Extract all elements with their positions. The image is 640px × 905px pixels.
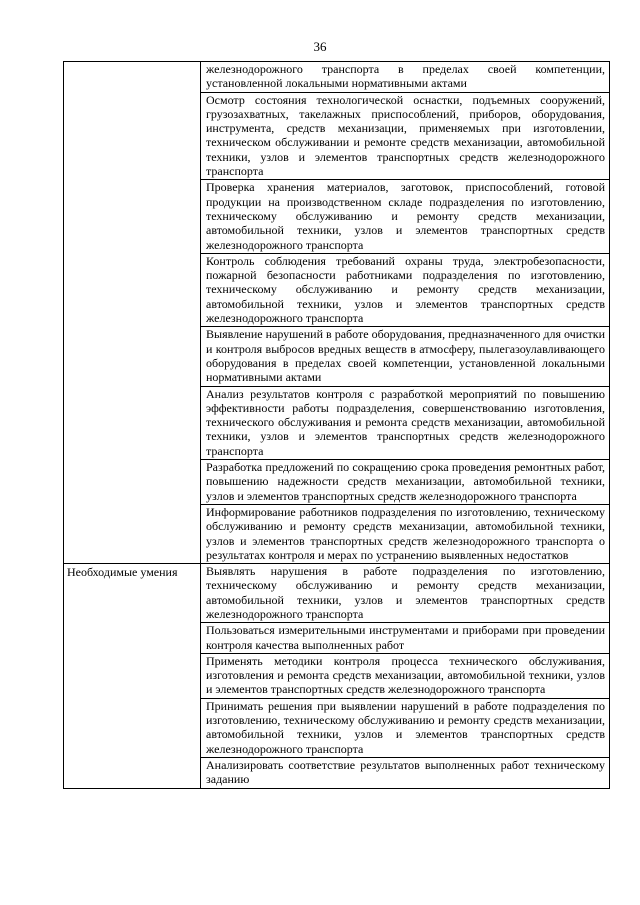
- list-item: Выявление нарушений в работе оборудования, предназначенного для очистки и контроля выбросов вредных веществ в атмосферу, пылегазоулавливающего оборудования в пределах своей компетенции, установленной локальными нормативными актами: [201, 326, 609, 385]
- list-item: Контроль соблюдения требований охраны труда, электробезопасности, пожарной безопасности работниками подразделения по изготовлению, техническому обслуживанию и ремонту средств механизации, автомобильной техники, узлов и элементов транспортных средств железнодорожного транспорта: [201, 253, 609, 326]
- row-label: Необходимые умения: [67, 565, 178, 580]
- table-row: [64, 564, 610, 788]
- page-number: 36: [313, 39, 327, 54]
- row-label-cell: [64, 564, 201, 788]
- list-item: Применять методики контроля процесса технического обслуживания, изготовления и ремонта средств механизации, автомобильной техники, узлов и элементов транспортных средств железнодорожного транспорта: [201, 653, 609, 698]
- list-item: Информирование работников подразделения по изготовлению, техническому обслуживанию и ремонту средств механизации, автомобильной техники, узлов и элементов транспортных средств железнодорожного транспорта о результатах контроля и мерах по устранению выявленных недостатков: [201, 504, 609, 563]
- row-label-cell: [64, 62, 201, 564]
- job-functions-table: [63, 61, 610, 789]
- list-item: Пользоваться измерительными инструментами и приборами при проведении контроля качества выполненных работ: [201, 622, 609, 653]
- list-item: Выявлять нарушения в работе подразделения по изготовлению, техническому обслуживанию и ремонту средств механизации, автомобильной техники, узлов и элементов транспортных средств железнодорожного транспорта: [206, 564, 605, 621]
- list-item: Проверка хранения материалов, заготовок, приспособлений, готовой продукции на производственном складе подразделения по изготовлению, техническому обслуживанию и ремонту средств механизации, автомобильной техники, узлов и элементов транспортных средств железнодорожного транспорта: [201, 179, 609, 252]
- list-item: Анализировать соответствие результатов выполненных работ техническому заданию: [201, 757, 609, 788]
- list-item: Разработка предложений по сокращению срока проведения ремонтных работ, повышению надежности средств механизации, автомобильной техники, узлов и элементов транспортных средств железнодорожного транспорта: [201, 459, 609, 504]
- list-item: Осмотр состояния технологической оснастки, подъемных сооружений, грузозахватных, такелажных приспособлений, приборов, оборудования, инструмента, средств механизации, применяемых при изготовлении, техническом обслуживании и ремонте средств механизации, автомобильной техники, узлов и элементов транспортных средств железнодорожного транспорта: [201, 92, 609, 180]
- row-label: [64, 62, 200, 63]
- list-item: Принимать решения при выявлении нарушений в работе подразделения по изготовлению, техническому обслуживанию и ремонту средств механизации, автомобильной техники, узлов и элементов транспортных средств железнодорожного транспорта: [201, 698, 609, 757]
- row-items-cell: [201, 564, 610, 788]
- list-item: железнодорожного транспорта в пределах своей компетенции, установленной локальными нормативными актами: [206, 62, 605, 91]
- table-row: [64, 62, 610, 564]
- list-item: Анализ результатов контроля с разработкой мероприятий по повышению эффективности работы подразделения, совершенствованию изготовления, технического обслуживания и ремонта средств механизации, автомобильной техники, узлов и элементов транспортных средств железнодорожного транспорта: [201, 386, 609, 459]
- row-items-cell: [201, 62, 610, 564]
